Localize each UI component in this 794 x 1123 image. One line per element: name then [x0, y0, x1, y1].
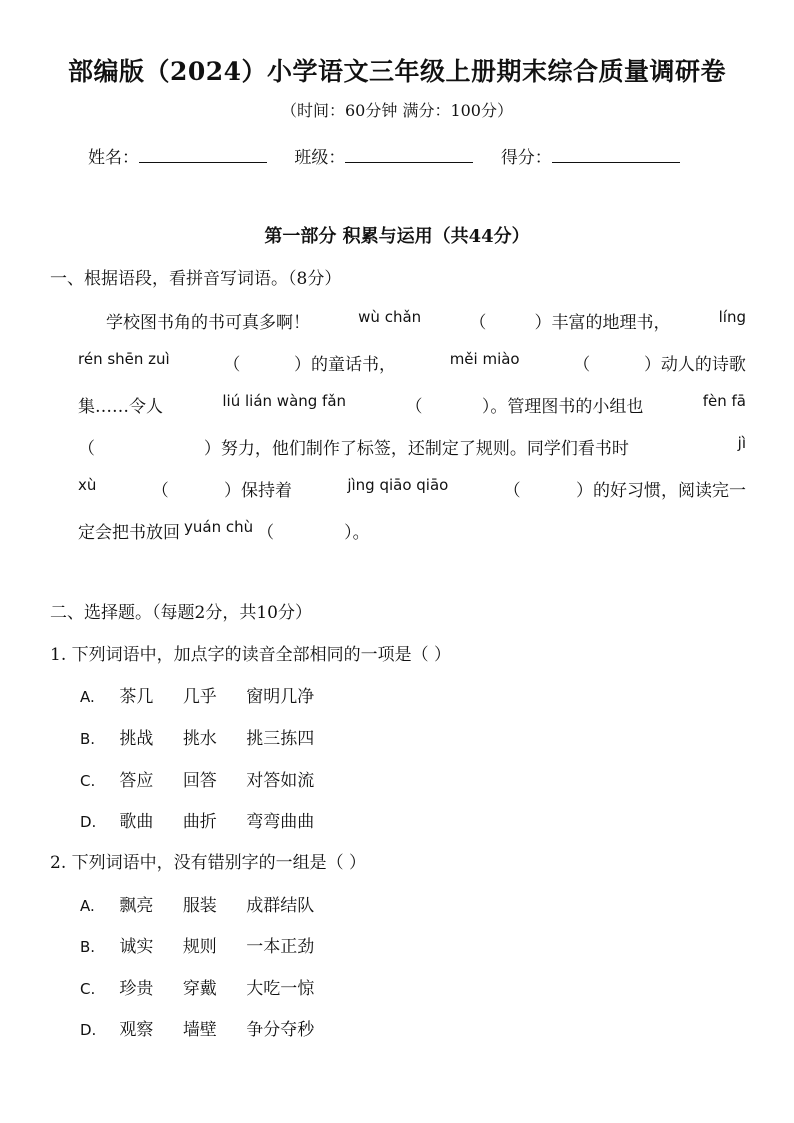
score-blank[interactable] [552, 146, 680, 163]
option-c[interactable] [80, 974, 338, 999]
paragraph-line [106, 308, 746, 333]
question-stem: 1. 下列词语中，加点字的读音全部相同的一项是（ ） [50, 645, 452, 665]
option-word: 大吃一惊 [246, 979, 315, 999]
option-b[interactable] [80, 724, 338, 749]
option-word: 服装 [182, 896, 217, 916]
option-b[interactable] [80, 932, 338, 957]
paragraph-line [78, 434, 746, 459]
name-blank[interactable] [139, 146, 267, 163]
paragraph-text: 集……令人 [78, 397, 163, 417]
paragraph-text: 学校图书角的书可真多啊！ [106, 313, 310, 333]
pinyin: jìng qiāo qiāo [347, 476, 449, 494]
option-word: 争分夺秒 [246, 1020, 315, 1040]
option-label: A. [80, 897, 95, 915]
option-word: 窗明几净 [246, 687, 315, 707]
option-label: B. [80, 938, 96, 956]
answer-blank[interactable]: （ [405, 397, 423, 417]
answer-blank[interactable]: （ [223, 355, 241, 375]
paragraph-line [78, 476, 746, 501]
score-label: 得分： [500, 148, 552, 168]
option-word: 回答 [182, 771, 217, 791]
option-word: 几乎 [182, 687, 217, 707]
answer-blank[interactable]: （ [573, 355, 591, 375]
option-label: B. [80, 730, 96, 748]
pinyin: xù [78, 476, 97, 494]
option-d[interactable] [80, 807, 338, 832]
paragraph-line [78, 392, 746, 417]
option-d[interactable] [80, 1015, 338, 1040]
paragraph-text: ）。管理图书的小组也 [481, 397, 644, 417]
section1-heading: 一、根据语段，看拼音写词语。（8分） [50, 269, 342, 289]
pinyin: wù chǎn [358, 308, 422, 326]
question-stem: 2. 下列词语中，没有错别字的一组是（ ） [50, 853, 367, 873]
option-word: 茶几 [119, 687, 154, 707]
answer-blank[interactable]: （ [469, 313, 487, 333]
option-word: 弯弯曲曲 [246, 812, 315, 832]
option-word: 穿戴 [182, 979, 217, 999]
part1-heading: 第一部分 积累与运用（共44分） [264, 226, 530, 247]
paragraph-text: ）。 [344, 523, 370, 543]
option-word: 对答如流 [246, 771, 315, 791]
option-a[interactable] [80, 682, 338, 707]
option-label: A. [80, 688, 95, 706]
exam-subtitle: （时间：60分钟 满分：100分） [281, 101, 513, 120]
pinyin: měi miào [449, 350, 520, 368]
answer-blank[interactable]: （ [78, 439, 95, 459]
section2-heading: 二、选择题。（每题2分，共10分） [50, 603, 312, 623]
option-word: 挑战 [119, 729, 154, 749]
answer-blank[interactable]: （ [503, 481, 521, 501]
class-blank[interactable] [345, 146, 473, 163]
pinyin: liú lián wàng fǎn [222, 392, 347, 410]
option-c[interactable] [80, 766, 338, 791]
option-label: D. [80, 813, 97, 831]
pinyin: rén shēn zuì [78, 350, 170, 368]
student-info-row [88, 143, 702, 168]
pinyin: yuán chù [184, 518, 254, 536]
option-label: D. [80, 1021, 97, 1039]
paragraph-text: ）努力，他们制作了标签，还制定了规则。同学们看书时 [203, 439, 629, 459]
option-word: 观察 [119, 1020, 154, 1040]
option-word: 挑水 [182, 729, 217, 749]
answer-blank[interactable]: （ [151, 481, 169, 501]
option-word: 诚实 [119, 937, 154, 957]
option-word: 挑三拣四 [246, 729, 315, 749]
option-label: C. [80, 772, 96, 790]
option-label: C. [80, 980, 96, 998]
paragraph-text: ）丰富的地理书， [534, 313, 671, 333]
paragraph-line [78, 350, 746, 375]
class-label: 班级： [294, 148, 346, 168]
paragraph-text: ）动人的诗歌 [643, 355, 746, 375]
option-word: 珍贵 [119, 979, 154, 999]
paragraph-text: 定会把书放回 [78, 523, 180, 543]
pinyin: fèn fā [702, 392, 746, 410]
option-word: 墙壁 [182, 1020, 217, 1040]
option-word: 规则 [182, 937, 217, 957]
option-word: 成群结队 [246, 896, 315, 916]
answer-blank[interactable]: （ [257, 523, 275, 543]
exam-title: 部编版（2024）小学语文三年级上册期末综合质量调研卷 [67, 57, 727, 86]
option-word: 飘亮 [119, 896, 154, 916]
option-a[interactable] [80, 891, 338, 916]
option-word: 曲折 [182, 812, 217, 832]
paragraph-text: ）的好习惯，阅读完一 [575, 481, 746, 501]
option-word: 一本正劲 [246, 937, 315, 957]
pinyin: líng [718, 308, 746, 326]
paragraph-line [78, 518, 746, 543]
paragraph-text: ）保持着 [224, 481, 293, 501]
option-word: 歌曲 [119, 812, 154, 832]
paragraph-text: ）的童话书， [294, 355, 397, 375]
option-word: 答应 [119, 771, 154, 791]
name-label: 姓名： [88, 148, 139, 168]
pinyin: jì [737, 434, 746, 452]
